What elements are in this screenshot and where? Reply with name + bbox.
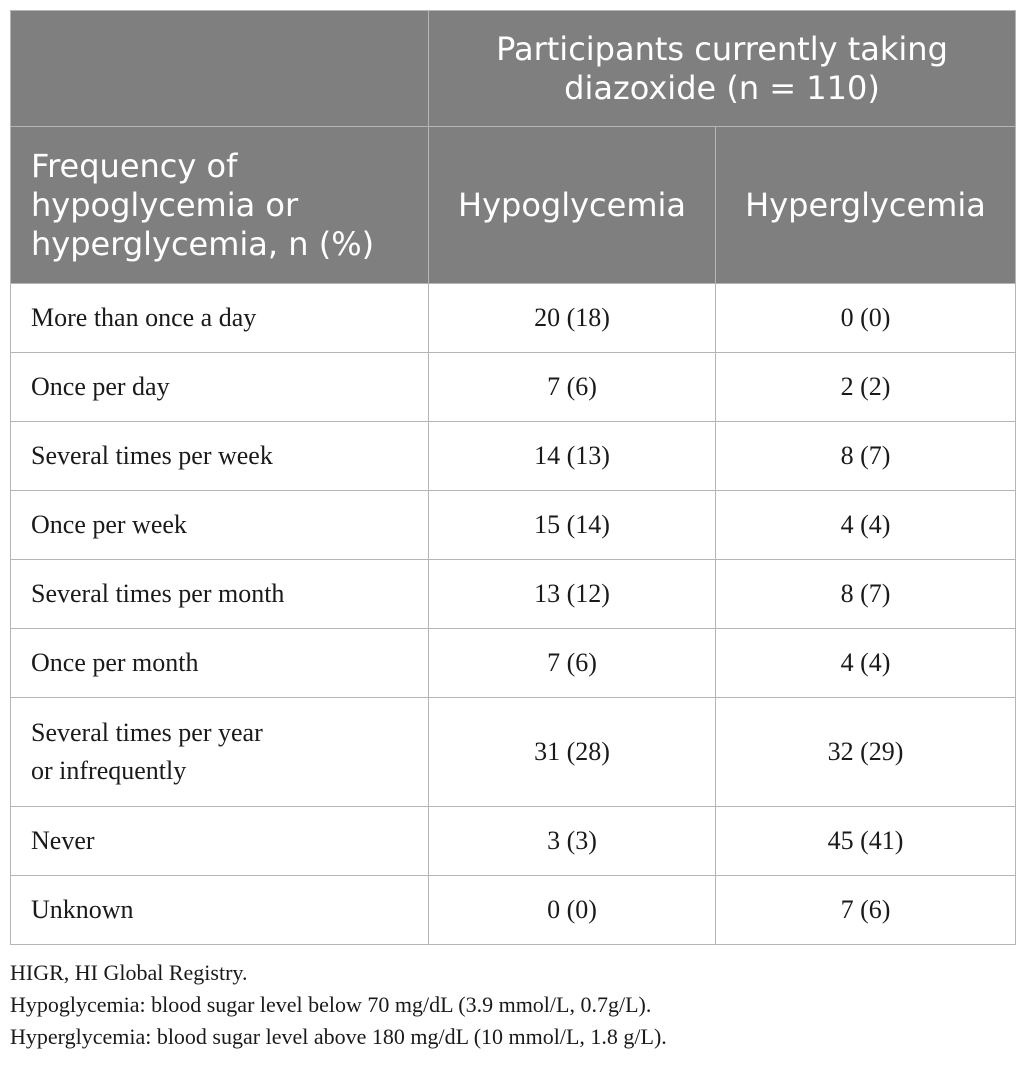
row-label: Once per month xyxy=(11,629,429,698)
table-row xyxy=(11,284,1016,353)
row-label: Several times per month xyxy=(11,560,429,629)
row-label: Once per day xyxy=(11,353,429,422)
hypoglycemia-value: 20 (18) xyxy=(429,284,716,353)
row-label: More than once a day xyxy=(11,284,429,353)
hypoglycemia-value: 31 (28) xyxy=(429,698,716,807)
hyperglycemia-value: 7 (6) xyxy=(716,876,1016,945)
table-row xyxy=(11,422,1016,491)
hypoglycemia-value: 7 (6) xyxy=(429,629,716,698)
table-row xyxy=(11,629,1016,698)
hyperglycemia-value: 32 (29) xyxy=(716,698,1016,807)
hypoglycemia-value: 3 (3) xyxy=(429,807,716,876)
footnote-hypoglycemia: Hypoglycemia: blood sugar level below 70 mg/dL (3.9 mmol/L, 0.7g/L). xyxy=(10,992,652,1017)
table-header-row-2 xyxy=(11,127,1016,284)
hyperglycemia-value: 4 (4) xyxy=(716,491,1016,560)
table-row xyxy=(11,353,1016,422)
column-header-hypoglycemia: Hypoglycemia xyxy=(429,127,716,284)
table-row xyxy=(11,807,1016,876)
row-label-line-1: Several times per year xyxy=(31,718,263,747)
hypoglycemia-value: 13 (12) xyxy=(429,560,716,629)
footnote-abbreviation: HIGR, HI Global Registry. xyxy=(10,960,248,985)
table-row xyxy=(11,560,1016,629)
row-label: Unknown xyxy=(11,876,429,945)
hyperglycemia-value: 4 (4) xyxy=(716,629,1016,698)
hyperglycemia-value: 2 (2) xyxy=(716,353,1016,422)
hypoglycemia-value: 14 (13) xyxy=(429,422,716,491)
hyperglycemia-value: 45 (41) xyxy=(716,807,1016,876)
row-label: Never xyxy=(11,807,429,876)
hyperglycemia-value: 8 (7) xyxy=(716,422,1016,491)
row-header: Frequency of hypoglycemia or hyperglycemia, n (%) xyxy=(11,127,429,284)
frequency-table xyxy=(10,10,1016,945)
table-row xyxy=(11,491,1016,560)
hyperglycemia-value: 0 (0) xyxy=(716,284,1016,353)
row-label xyxy=(11,698,429,807)
row-label: Several times per week xyxy=(11,422,429,491)
row-label-line-2: or infrequently xyxy=(31,756,187,785)
table-footnotes xyxy=(10,957,1015,1053)
column-header-hyperglycemia: Hyperglycemia xyxy=(716,127,1016,284)
row-label: Once per week xyxy=(11,491,429,560)
table-header-row-1 xyxy=(11,11,1016,127)
hypoglycemia-value: 0 (0) xyxy=(429,876,716,945)
table-row xyxy=(11,698,1016,807)
table-row xyxy=(11,876,1016,945)
hypoglycemia-value: 7 (6) xyxy=(429,353,716,422)
group-header: Participants currently taking diazoxide (n = 110) xyxy=(429,11,1016,127)
header-blank-cell xyxy=(11,11,429,127)
footnote-hyperglycemia: Hyperglycemia: blood sugar level above 180 mg/dL (10 mmol/L, 1.8 g/L). xyxy=(10,1024,667,1049)
data-table-container xyxy=(10,10,1015,945)
hyperglycemia-value: 8 (7) xyxy=(716,560,1016,629)
hypoglycemia-value: 15 (14) xyxy=(429,491,716,560)
